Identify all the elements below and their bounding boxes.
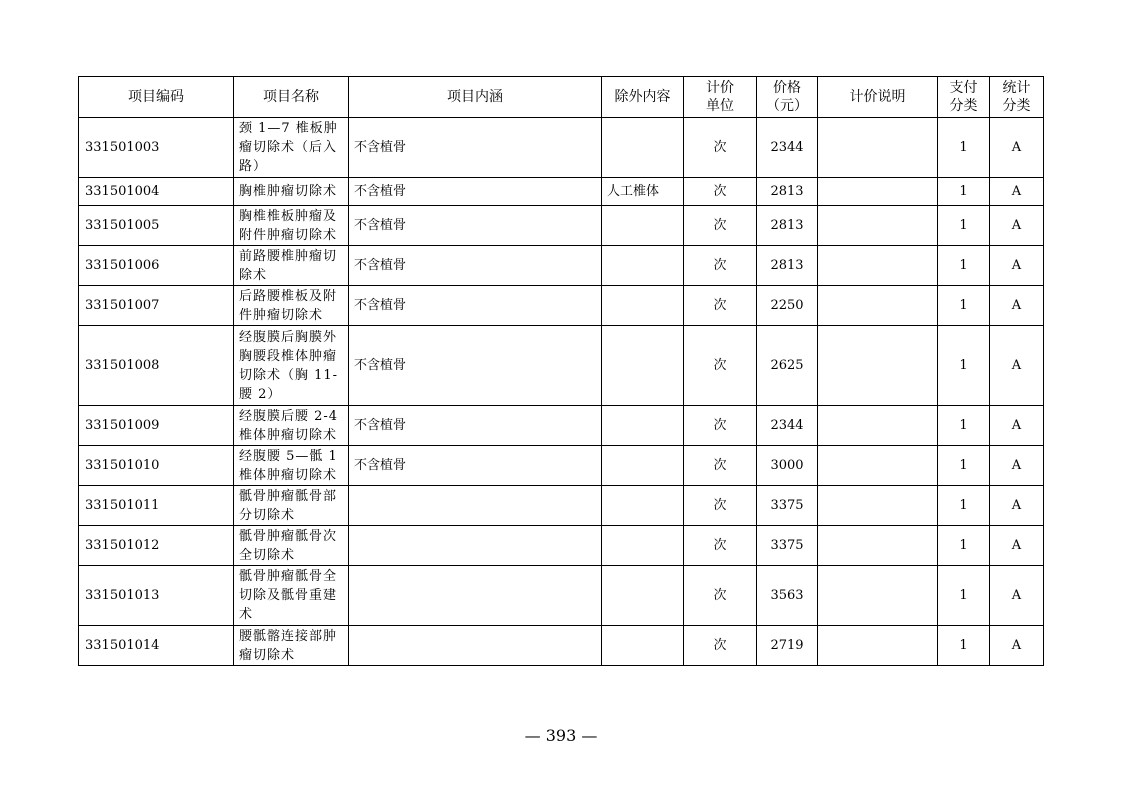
cell-excluded: 人工椎体	[602, 178, 684, 206]
table-row	[79, 486, 1044, 526]
cell-note	[818, 626, 938, 666]
cell-excluded	[602, 246, 684, 286]
pricing-table	[78, 76, 1044, 666]
cell-content: 不含植骨	[349, 326, 602, 406]
cell-excluded	[602, 486, 684, 526]
cell-code: 331501004	[79, 178, 234, 206]
cell-unit: 次	[684, 446, 757, 486]
cell-unit: 次	[684, 626, 757, 666]
cell-note	[818, 566, 938, 626]
cell-pay: 1	[938, 406, 990, 446]
cell-unit: 次	[684, 206, 757, 246]
cell-stat: A	[990, 526, 1044, 566]
cell-stat: A	[990, 566, 1044, 626]
cell-content	[349, 626, 602, 666]
table-row	[79, 406, 1044, 446]
table-row	[79, 566, 1044, 626]
cell-content: 不含植骨	[349, 206, 602, 246]
cell-pay: 1	[938, 326, 990, 406]
cell-unit: 次	[684, 406, 757, 446]
cell-name: 骶骨肿瘤骶骨次全切除术	[234, 526, 349, 566]
cell-note	[818, 326, 938, 406]
cell-price: 2813	[757, 178, 818, 206]
cell-content: 不含植骨	[349, 118, 602, 178]
header-pay-line2: 分类	[949, 98, 978, 114]
cell-note	[818, 178, 938, 206]
cell-name: 骶骨肿瘤骶骨全切除及骶骨重建术	[234, 566, 349, 626]
table-header-row	[79, 77, 1044, 118]
header-unit	[684, 77, 757, 118]
table-body	[79, 118, 1044, 666]
cell-name: 胸椎肿瘤切除术	[234, 178, 349, 206]
cell-price: 2344	[757, 118, 818, 178]
table-row	[79, 326, 1044, 406]
table-row	[79, 446, 1044, 486]
cell-code: 331501008	[79, 326, 234, 406]
header-price-line1: 价格	[773, 80, 801, 96]
cell-price: 3375	[757, 526, 818, 566]
cell-stat: A	[990, 406, 1044, 446]
cell-price: 3375	[757, 486, 818, 526]
cell-note	[818, 286, 938, 326]
header-unit-line2: 单位	[706, 98, 734, 114]
cell-stat: A	[990, 326, 1044, 406]
cell-name: 经腹膜后胸膜外胸腰段椎体肿瘤切除术（胸 11-腰 2）	[234, 326, 349, 406]
cell-content	[349, 526, 602, 566]
header-unit-line1: 计价	[706, 80, 734, 96]
page-number: — 393 —	[524, 726, 598, 745]
header-price	[757, 77, 818, 118]
cell-content: 不含植骨	[349, 178, 602, 206]
cell-name: 颈 1—7 椎板肿瘤切除术（后入路）	[234, 118, 349, 178]
cell-excluded	[602, 118, 684, 178]
cell-content: 不含植骨	[349, 286, 602, 326]
cell-stat: A	[990, 206, 1044, 246]
cell-name: 骶骨肿瘤骶骨部分切除术	[234, 486, 349, 526]
cell-unit: 次	[684, 286, 757, 326]
cell-stat: A	[990, 118, 1044, 178]
header-code: 项目编码	[79, 77, 234, 118]
cell-note	[818, 246, 938, 286]
cell-stat: A	[990, 286, 1044, 326]
cell-unit: 次	[684, 246, 757, 286]
cell-name: 后路腰椎板及附件肿瘤切除术	[234, 286, 349, 326]
cell-stat: A	[990, 626, 1044, 666]
header-excluded: 除外内容	[602, 77, 684, 118]
cell-code: 331501011	[79, 486, 234, 526]
cell-code: 331501005	[79, 206, 234, 246]
cell-note	[818, 118, 938, 178]
cell-price: 2625	[757, 326, 818, 406]
table-row	[79, 118, 1044, 178]
cell-code: 331501007	[79, 286, 234, 326]
cell-unit: 次	[684, 566, 757, 626]
cell-content: 不含植骨	[349, 446, 602, 486]
header-pay	[938, 77, 990, 118]
cell-code: 331501014	[79, 626, 234, 666]
cell-stat: A	[990, 486, 1044, 526]
cell-name: 经腹腰 5—骶 1 椎体肿瘤切除术	[234, 446, 349, 486]
cell-note	[818, 486, 938, 526]
cell-code: 331501012	[79, 526, 234, 566]
cell-price: 2813	[757, 246, 818, 286]
header-stat-line2: 分类	[1002, 98, 1031, 114]
header-content: 项目内涵	[349, 77, 602, 118]
table-row	[79, 526, 1044, 566]
table-row	[79, 626, 1044, 666]
cell-note	[818, 406, 938, 446]
cell-note	[818, 526, 938, 566]
cell-stat: A	[990, 246, 1044, 286]
cell-pay: 1	[938, 526, 990, 566]
cell-pay: 1	[938, 486, 990, 526]
cell-price: 3563	[757, 566, 818, 626]
cell-unit: 次	[684, 486, 757, 526]
cell-excluded	[602, 526, 684, 566]
cell-excluded	[602, 286, 684, 326]
table-row	[79, 286, 1044, 326]
header-note: 计价说明	[818, 77, 938, 118]
cell-code: 331501010	[79, 446, 234, 486]
cell-name: 腰骶髂连接部肿瘤切除术	[234, 626, 349, 666]
cell-content	[349, 486, 602, 526]
cell-pay: 1	[938, 178, 990, 206]
cell-code: 331501003	[79, 118, 234, 178]
cell-name: 前路腰椎肿瘤切除术	[234, 246, 349, 286]
cell-unit: 次	[684, 326, 757, 406]
cell-unit: 次	[684, 526, 757, 566]
cell-excluded	[602, 626, 684, 666]
cell-excluded	[602, 566, 684, 626]
cell-unit: 次	[684, 118, 757, 178]
cell-content	[349, 566, 602, 626]
cell-stat: A	[990, 446, 1044, 486]
cell-code: 331501013	[79, 566, 234, 626]
cell-pay: 1	[938, 446, 990, 486]
table-row	[79, 206, 1044, 246]
cell-pay: 1	[938, 566, 990, 626]
header-stat-line1: 统计	[1002, 80, 1031, 96]
cell-pay: 1	[938, 286, 990, 326]
cell-content: 不含植骨	[349, 246, 602, 286]
cell-price: 2813	[757, 206, 818, 246]
cell-unit: 次	[684, 178, 757, 206]
cell-pay: 1	[938, 206, 990, 246]
cell-stat: A	[990, 178, 1044, 206]
cell-pay: 1	[938, 246, 990, 286]
cell-content: 不含植骨	[349, 406, 602, 446]
cell-pay: 1	[938, 626, 990, 666]
cell-code: 331501006	[79, 246, 234, 286]
cell-price: 2719	[757, 626, 818, 666]
header-price-line2: （元）	[766, 98, 808, 114]
header-pay-line1: 支付	[949, 80, 978, 96]
table-row	[79, 246, 1044, 286]
cell-note	[818, 206, 938, 246]
cell-name: 经腹膜后腰 2-4 椎体肿瘤切除术	[234, 406, 349, 446]
header-stat	[990, 77, 1044, 118]
cell-pay: 1	[938, 118, 990, 178]
cell-price: 2250	[757, 286, 818, 326]
cell-code: 331501009	[79, 406, 234, 446]
cell-name: 胸椎椎板肿瘤及附件肿瘤切除术	[234, 206, 349, 246]
cell-excluded	[602, 446, 684, 486]
cell-excluded	[602, 326, 684, 406]
cell-excluded	[602, 206, 684, 246]
table-row	[79, 178, 1044, 206]
cell-note	[818, 446, 938, 486]
cell-price: 3000	[757, 446, 818, 486]
header-name: 项目名称	[234, 77, 349, 118]
cell-excluded	[602, 406, 684, 446]
cell-price: 2344	[757, 406, 818, 446]
